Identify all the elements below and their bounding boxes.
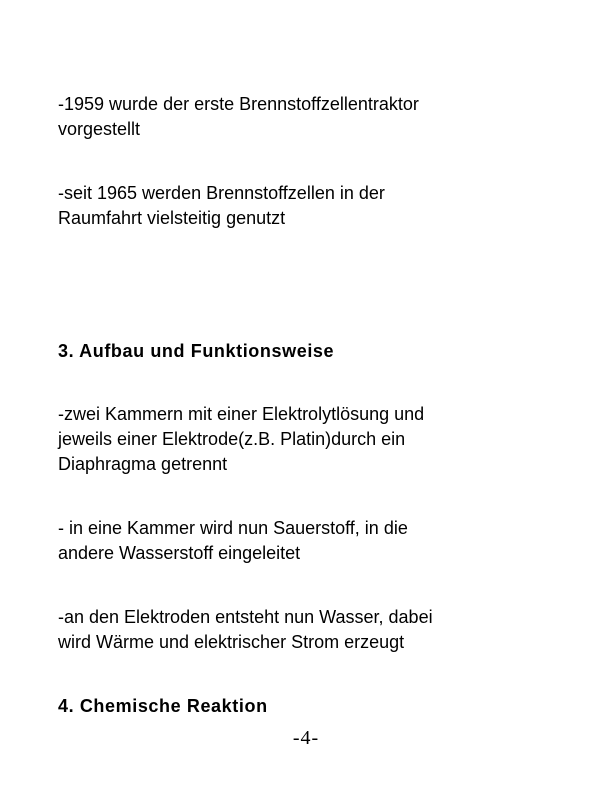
paragraph-line: jeweils einer Elektrode(z.B. Platin)durch ein (58, 429, 406, 449)
paragraph-line: Diaphragma getrennt (58, 454, 228, 474)
page-number: -4- (292, 727, 320, 749)
paragraph-line: Raumfahrt vielsteitig genutzt (58, 208, 286, 228)
paragraph-line: andere Wasserstoff eingeleitet (58, 543, 301, 563)
paragraph-line: wird Wärme und elektrischer Strom erzeugt (58, 632, 405, 652)
paragraph-line: -an den Elektroden entsteht nun Wasser, dabei (58, 607, 433, 627)
paragraph-line: -seit 1965 werden Brennstoffzellen in der (58, 183, 385, 203)
paragraph-1959 (58, 92, 558, 142)
paragraph-line: -1959 wurde der erste Brennstoffzellentraktor (58, 94, 419, 114)
section-3-item-3 (58, 605, 558, 655)
paragraph-1965 (58, 181, 558, 231)
section-3-item-2 (58, 516, 558, 566)
paragraph-line: - in eine Kammer wird nun Sauerstoff, in die (58, 518, 408, 538)
section-3-item-1 (58, 402, 558, 477)
paragraph-line: -zwei Kammern mit einer Elektrolytlösung und (58, 404, 425, 424)
paragraph-line: vorgestellt (58, 119, 141, 139)
section-4-heading: 4. Chemische Reaktion (58, 696, 268, 716)
section-3-heading: 3. Aufbau und Funktionsweise (58, 341, 335, 361)
